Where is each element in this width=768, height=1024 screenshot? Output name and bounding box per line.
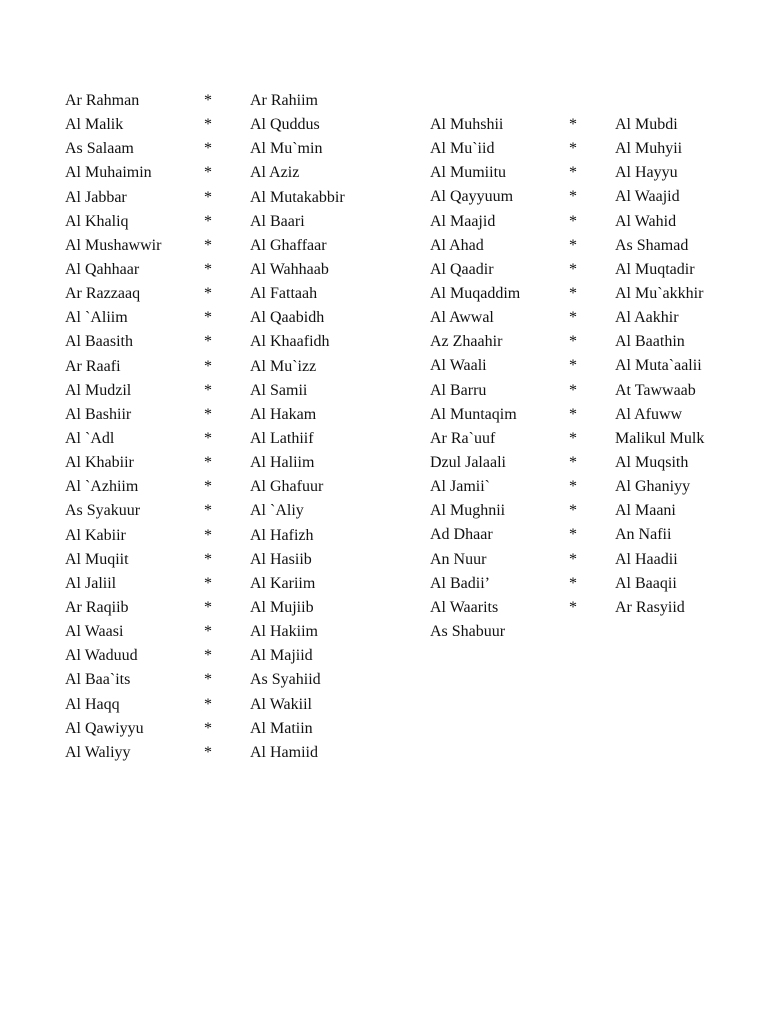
name-second: Al Afuww — [615, 405, 683, 423]
separator-asterisk: * — [569, 212, 577, 230]
name-row — [430, 403, 750, 427]
separator-asterisk: * — [569, 357, 577, 375]
separator-asterisk: * — [569, 284, 577, 302]
name-row — [65, 330, 385, 354]
name-first: Al Maajid — [430, 212, 496, 230]
names-list-right — [430, 113, 750, 644]
name-second: Al Mu`min — [250, 140, 323, 158]
name-row — [65, 693, 385, 717]
separator-asterisk: * — [204, 236, 212, 254]
separator-asterisk: * — [204, 381, 212, 399]
name-second: Al Mujiib — [250, 598, 314, 616]
name-second: Al Hasiib — [250, 550, 312, 568]
name-second: Al Hakiim — [250, 623, 318, 641]
name-first: As Syakuur — [65, 502, 141, 520]
name-first: Al Badii’ — [430, 574, 490, 592]
name-first: As Shabuur — [430, 622, 506, 640]
name-row — [65, 499, 385, 523]
name-row — [65, 548, 385, 572]
name-second: Ar Rahiim — [250, 92, 318, 109]
name-row — [65, 668, 385, 692]
name-row — [65, 113, 385, 137]
name-first: Al Baasith — [65, 333, 133, 351]
separator-asterisk: * — [569, 574, 577, 592]
name-row — [65, 258, 385, 282]
separator-asterisk: * — [569, 429, 577, 447]
name-first: Ar Ra`uuf — [430, 429, 496, 447]
separator-asterisk: * — [204, 140, 212, 158]
name-row — [65, 451, 385, 475]
name-first: Al Qawiyyu — [65, 719, 144, 737]
name-first: Al Khabiir — [65, 454, 134, 472]
name-first: Al `Aliim — [65, 309, 128, 327]
name-second: Al Lathiif — [250, 429, 314, 447]
name-row — [430, 258, 750, 282]
name-row — [430, 330, 750, 354]
name-first: Al Baa`its — [65, 671, 131, 689]
name-second: Al Muta`aalii — [615, 357, 702, 375]
name-second: Ar Rasyiid — [615, 598, 685, 616]
name-first: As Salaam — [65, 140, 134, 158]
name-row — [430, 137, 750, 161]
name-row — [65, 524, 385, 548]
name-second: Al Hakam — [250, 405, 317, 423]
separator-asterisk: * — [569, 236, 577, 254]
separator-asterisk: * — [204, 333, 212, 351]
name-first: Al Mushawwir — [65, 236, 162, 254]
name-first: Ad Dhaar — [430, 526, 493, 544]
name-second: Al Matiin — [250, 719, 313, 737]
name-second: Al Mu`izz — [250, 357, 317, 375]
separator-asterisk: * — [204, 164, 212, 182]
name-first: Ar Raqiib — [65, 598, 129, 616]
name-row — [65, 161, 385, 185]
name-second: Al Wahid — [615, 212, 677, 230]
name-second: Al Hayyu — [615, 164, 678, 182]
name-first: Al Muhshii — [430, 116, 504, 133]
name-row — [430, 306, 750, 330]
name-second: Al Haliim — [250, 454, 315, 472]
separator-asterisk: * — [204, 188, 212, 206]
name-row — [65, 379, 385, 403]
name-second: At Tawwaab — [615, 381, 696, 399]
name-second: Al Ghaniyy — [615, 478, 691, 496]
name-row — [65, 355, 385, 379]
separator-asterisk: * — [204, 719, 212, 737]
name-row — [65, 427, 385, 451]
name-second: Al Muqsith — [615, 453, 689, 471]
name-first: Al Qahhaar — [65, 260, 140, 278]
name-row — [430, 234, 750, 258]
name-second: Al Hamiid — [250, 743, 318, 761]
separator-asterisk: * — [204, 405, 212, 423]
name-second: Al Baathin — [615, 333, 685, 351]
name-first: Al Mughnii — [430, 502, 506, 520]
name-row — [65, 89, 385, 113]
name-first: Al Mu`iid — [430, 140, 495, 158]
name-first: Al Mudzil — [65, 381, 132, 399]
name-row — [430, 572, 750, 596]
name-row — [65, 475, 385, 499]
separator-asterisk: * — [204, 92, 212, 109]
name-row — [65, 572, 385, 596]
name-first: Al Muqiit — [65, 550, 129, 568]
separator-asterisk: * — [204, 743, 212, 761]
name-second: Al Kariim — [250, 574, 316, 592]
separator-asterisk: * — [204, 550, 212, 568]
name-row — [430, 499, 750, 523]
name-first: Al Awwal — [430, 309, 494, 327]
name-second: Al Qaabidh — [250, 309, 325, 327]
name-first: Dzul Jalaali — [430, 453, 506, 471]
separator-asterisk: * — [204, 574, 212, 592]
separator-asterisk: * — [204, 260, 212, 278]
name-first: Al Kabiir — [65, 526, 126, 544]
name-first: Al Jabbar — [65, 188, 127, 206]
name-second: Al Baaqii — [615, 574, 677, 592]
name-row — [430, 427, 750, 451]
name-row — [430, 523, 750, 547]
separator-asterisk: * — [204, 526, 212, 544]
name-row — [65, 137, 385, 161]
name-row — [65, 306, 385, 330]
name-first: Al Waduud — [65, 647, 138, 665]
name-first: Ar Razzaaq — [65, 285, 141, 303]
name-first: Al Ahad — [430, 236, 484, 254]
name-first: Ar Rahman — [65, 92, 140, 109]
name-first: Al Waasi — [65, 623, 124, 641]
separator-asterisk: * — [204, 309, 212, 327]
name-row — [430, 475, 750, 499]
name-first: An Nuur — [430, 550, 487, 568]
name-row — [65, 186, 385, 210]
separator-asterisk: * — [204, 598, 212, 616]
name-row — [65, 282, 385, 306]
name-second: Al Maani — [615, 502, 676, 520]
name-first: Al Muqaddim — [430, 284, 521, 302]
name-row — [65, 210, 385, 234]
name-second: Al Wahhaab — [250, 260, 329, 278]
separator-asterisk: * — [569, 188, 577, 206]
name-second: Al Mutakabbir — [250, 188, 345, 206]
separator-asterisk: * — [204, 357, 212, 375]
name-second: Al Khaafidh — [250, 333, 330, 351]
name-second: As Syahiid — [250, 671, 321, 689]
separator-asterisk: * — [569, 116, 577, 133]
name-second: Al Muhyii — [615, 140, 683, 158]
name-row — [430, 354, 750, 378]
name-second: Al Hafizh — [250, 526, 314, 544]
separator-asterisk: * — [204, 429, 212, 447]
names-list-left — [65, 89, 385, 765]
name-second: Al Mubdi — [615, 116, 678, 133]
separator-asterisk: * — [204, 647, 212, 665]
name-second: Al Waajid — [615, 188, 680, 206]
name-row — [65, 596, 385, 620]
name-second: Al Fattaah — [250, 285, 318, 303]
name-first: Ar Raafi — [65, 357, 121, 375]
name-row — [430, 210, 750, 234]
name-row — [65, 403, 385, 427]
name-second: Al Mu`akkhir — [615, 284, 704, 302]
name-row — [430, 451, 750, 475]
name-row — [65, 644, 385, 668]
separator-asterisk: * — [569, 502, 577, 520]
separator-asterisk: * — [204, 695, 212, 713]
name-second: Al `Aliy — [250, 502, 304, 520]
separator-asterisk: * — [204, 116, 212, 134]
name-second: Al Ghaffaar — [250, 236, 327, 254]
name-second: Al Wakiil — [250, 695, 312, 713]
name-first: Al `Azhiim — [65, 478, 139, 496]
name-row — [65, 234, 385, 258]
separator-asterisk: * — [204, 454, 212, 472]
name-row — [65, 741, 385, 765]
separator-asterisk: * — [204, 285, 212, 303]
name-first: Al Waali — [430, 357, 487, 375]
name-row — [430, 161, 750, 185]
name-second: Al Quddus — [250, 116, 320, 134]
name-row — [430, 113, 750, 137]
name-first: Al Haqq — [65, 695, 120, 713]
separator-asterisk: * — [569, 333, 577, 351]
name-second: Al Aziz — [250, 164, 300, 182]
name-first: Al Barru — [430, 381, 487, 399]
name-second: Malikul Mulk — [615, 429, 705, 447]
name-first: Al Muhaimin — [65, 164, 152, 182]
name-row — [65, 620, 385, 644]
name-second: Al Baari — [250, 212, 305, 230]
name-second: Al Haadii — [615, 550, 678, 568]
name-second: Al Majiid — [250, 647, 313, 665]
name-row — [430, 596, 750, 620]
name-second: Al Aakhir — [615, 309, 679, 327]
name-first: Al Muntaqim — [430, 405, 517, 423]
name-first: Al Mumiitu — [430, 164, 507, 182]
name-first: Al Waarits — [430, 598, 499, 616]
separator-asterisk: * — [204, 671, 212, 689]
separator-asterisk: * — [569, 260, 577, 278]
separator-asterisk: * — [204, 212, 212, 230]
name-second: Al Muqtadir — [615, 260, 695, 278]
name-row — [430, 620, 750, 644]
name-row — [65, 717, 385, 741]
name-row — [430, 282, 750, 306]
separator-asterisk: * — [569, 381, 577, 399]
name-second: An Nafii — [615, 526, 672, 544]
name-first: Al Malik — [65, 116, 124, 134]
name-first: Al Qayyuum — [430, 188, 514, 206]
separator-asterisk: * — [569, 478, 577, 496]
separator-asterisk: * — [204, 502, 212, 520]
name-row — [430, 548, 750, 572]
name-second: As Shamad — [615, 236, 689, 254]
separator-asterisk: * — [569, 550, 577, 568]
separator-asterisk: * — [204, 478, 212, 496]
separator-asterisk: * — [569, 526, 577, 544]
separator-asterisk: * — [204, 623, 212, 641]
name-row — [430, 379, 750, 403]
name-first: Al Qaadir — [430, 260, 494, 278]
name-first: Al Bashiir — [65, 405, 132, 423]
name-first: Al Jaliil — [65, 574, 117, 592]
name-first: Al Waliyy — [65, 743, 131, 761]
name-second: Al Ghafuur — [250, 478, 324, 496]
name-row — [430, 185, 750, 209]
name-first: Az Zhaahir — [430, 333, 503, 351]
name-second: Al Samii — [250, 381, 308, 399]
separator-asterisk: * — [569, 453, 577, 471]
separator-asterisk: * — [569, 140, 577, 158]
name-first: Al Khaliq — [65, 212, 129, 230]
separator-asterisk: * — [569, 164, 577, 182]
separator-asterisk: * — [569, 598, 577, 616]
name-first: Al `Adl — [65, 429, 115, 447]
name-first: Al Jamii` — [430, 478, 490, 496]
separator-asterisk: * — [569, 405, 577, 423]
separator-asterisk: * — [569, 309, 577, 327]
